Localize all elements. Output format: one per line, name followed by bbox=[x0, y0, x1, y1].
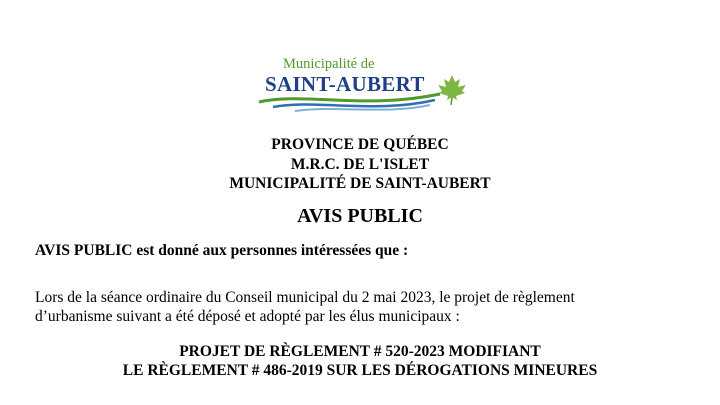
municipality-logo bbox=[255, 52, 470, 114]
logo-subtitle: Municipalité de bbox=[283, 56, 375, 72]
notice-intro: AVIS PUBLIC est donné aux personnes intéressées que : bbox=[35, 242, 409, 259]
header-block bbox=[0, 135, 720, 194]
header-line-province: PROVINCE DE QUÉBEC bbox=[271, 136, 449, 153]
header-line-municipality: MUNICIPALITÉ DE SAINT-AUBERT bbox=[229, 175, 491, 192]
logo-name: SAINT-AUBERT bbox=[265, 72, 425, 96]
body-line: d’urbanisme suivant a été déposé et adopté par les élus municipaux : bbox=[35, 308, 460, 325]
body-line: Lors de la séance ordinaire du Conseil municipal du 2 mai 2023, le projet de règlement bbox=[35, 289, 575, 306]
project-title-line: LE RÈGLEMENT # 486-2019 SUR LES DÉROGATIONS MINEURES bbox=[122, 362, 598, 379]
maple-leaf-icon bbox=[437, 74, 467, 106]
header-line-mrc: M.R.C. DE L'ISLET bbox=[290, 155, 430, 173]
project-title bbox=[0, 342, 720, 380]
body-paragraph bbox=[35, 288, 695, 326]
project-title-line: PROJET DE RÈGLEMENT # 520-2023 MODIFIANT bbox=[179, 343, 541, 360]
notice-title: AVIS PUBLIC bbox=[297, 205, 423, 227]
